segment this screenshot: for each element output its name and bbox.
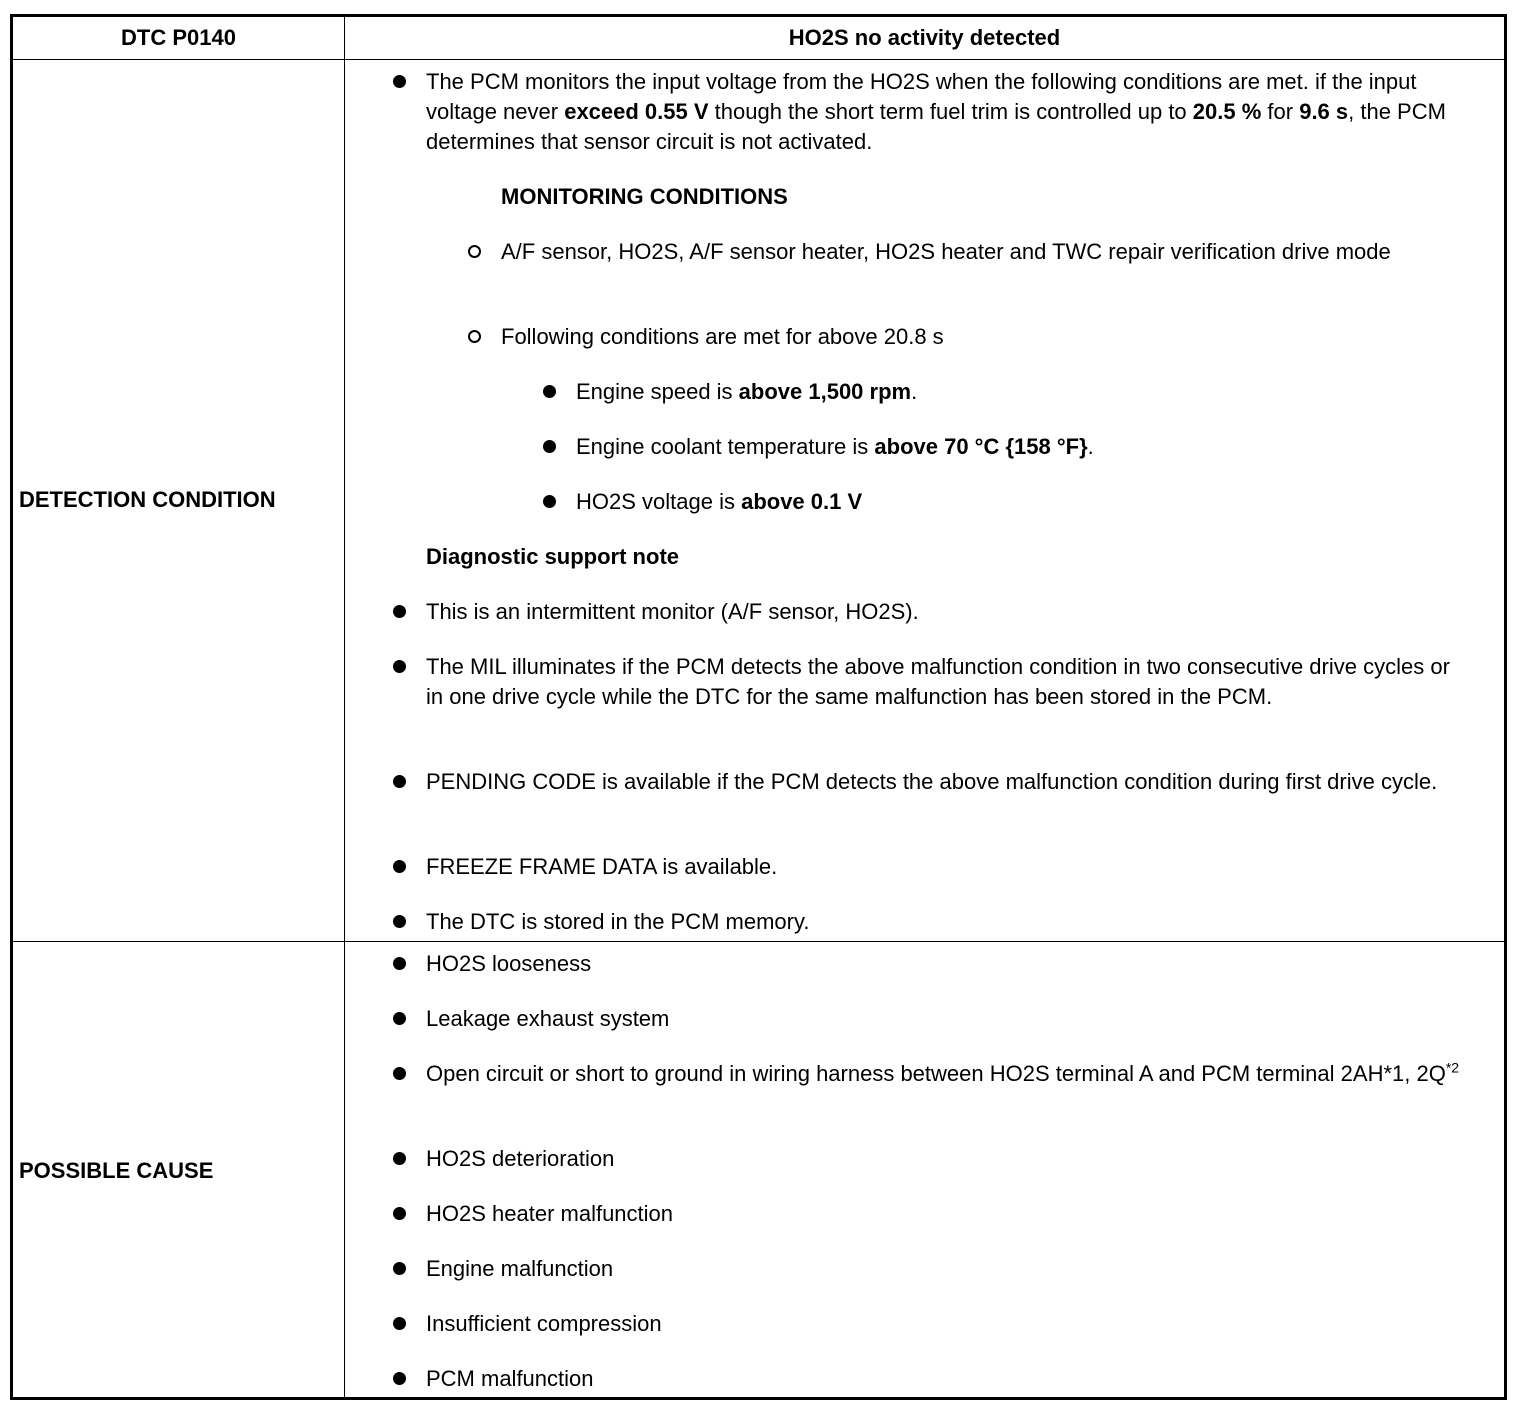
bullet-icon [393, 1317, 406, 1330]
bullet-icon [393, 775, 406, 788]
bullet-icon [393, 915, 406, 928]
circle-bullet-icon [468, 245, 481, 258]
support-note: This is an intermittent monitor (A/F sensor, HO2S). [426, 597, 1456, 627]
bullet-icon [393, 605, 406, 618]
bullet-icon [393, 1262, 406, 1275]
monitoring-condition-1: A/F sensor, HO2S, A/F sensor heater, HO2S heater and TWC repair verification drive mode [501, 237, 1456, 267]
possible-cause-label: POSSIBLE CAUSE [19, 1158, 214, 1183]
monitoring-condition-2: Following conditions are met for above 20.8 s [501, 322, 1456, 352]
cause-item: Engine malfunction [426, 1254, 1481, 1284]
bullet-icon [393, 1152, 406, 1165]
support-note: The DTC is stored in the PCM memory. [426, 907, 1456, 937]
dtc-title-header: HO2S no activity detected [788, 25, 1061, 50]
cause-item: HO2S deterioration [426, 1144, 1481, 1174]
footnote-marker: *2 [1445, 1059, 1460, 1076]
monitoring-conditions-title: MONITORING CONDITIONS [501, 184, 788, 209]
cause-item: Open circuit or short to ground in wiring harness between HO2S terminal A and PCM terminal 2AH*1, $2Q^{*2}$ [426, 1059, 1486, 1089]
sub-condition-ho2s-voltage: HO2S voltage is above 0.1 V [576, 487, 1456, 517]
support-note: PENDING CODE is available if the PCM detects the above malfunction condition during first drive cycle. [426, 767, 1456, 797]
header-divider [13, 59, 1504, 60]
diagnostic-support-note-title: Diagnostic support note [426, 544, 679, 569]
cause-item: PCM malfunction [426, 1364, 1481, 1394]
sub-condition-engine-speed: Engine speed is above 1,500 rpm. [576, 377, 1456, 407]
bullet-icon [543, 385, 556, 398]
bullet-icon [393, 1207, 406, 1220]
bullet-icon [393, 75, 406, 88]
support-note: The MIL illuminates if the PCM detects the above malfunction condition in two consecutive drive cycles or in one drive cycle while the DTC for the same malfunction has been stored in the PCM. [426, 652, 1456, 712]
bullet-icon [393, 957, 406, 970]
circle-bullet-icon [468, 330, 481, 343]
bullet-icon [393, 1067, 406, 1080]
detection-condition-label: DETECTION CONDITION [19, 487, 276, 512]
bullet-icon [393, 660, 406, 673]
bullet-icon [393, 1012, 406, 1025]
support-note: FREEZE FRAME DATA is available. [426, 852, 1456, 882]
sub-condition-coolant-temp: Engine coolant temperature is above 70 °C {158 °F}. [576, 432, 1456, 462]
dtc-code-header: DTC P0140 [121, 25, 236, 50]
bullet-icon [393, 1372, 406, 1385]
bullet-icon [543, 440, 556, 453]
bullet-icon [543, 495, 556, 508]
row-divider [13, 941, 1504, 942]
cause-item: HO2S heater malfunction [426, 1199, 1481, 1229]
dtc-table [10, 14, 1507, 1400]
cause-item: Insufficient compression [426, 1309, 1481, 1339]
column-divider [344, 17, 345, 1397]
cause-item: Leakage exhaust system [426, 1004, 1481, 1034]
bullet-icon [393, 860, 406, 873]
detection-intro: The PCM monitors the input voltage from the HO2S when the following conditions are met. if the input voltage never exceed 0.55 V though the short term fuel trim is controlled up to 20.5 % for 9.6 s, the PCM determines that sensor circuit is not activated. [426, 67, 1456, 157]
cause-item: HO2S looseness [426, 949, 1481, 979]
